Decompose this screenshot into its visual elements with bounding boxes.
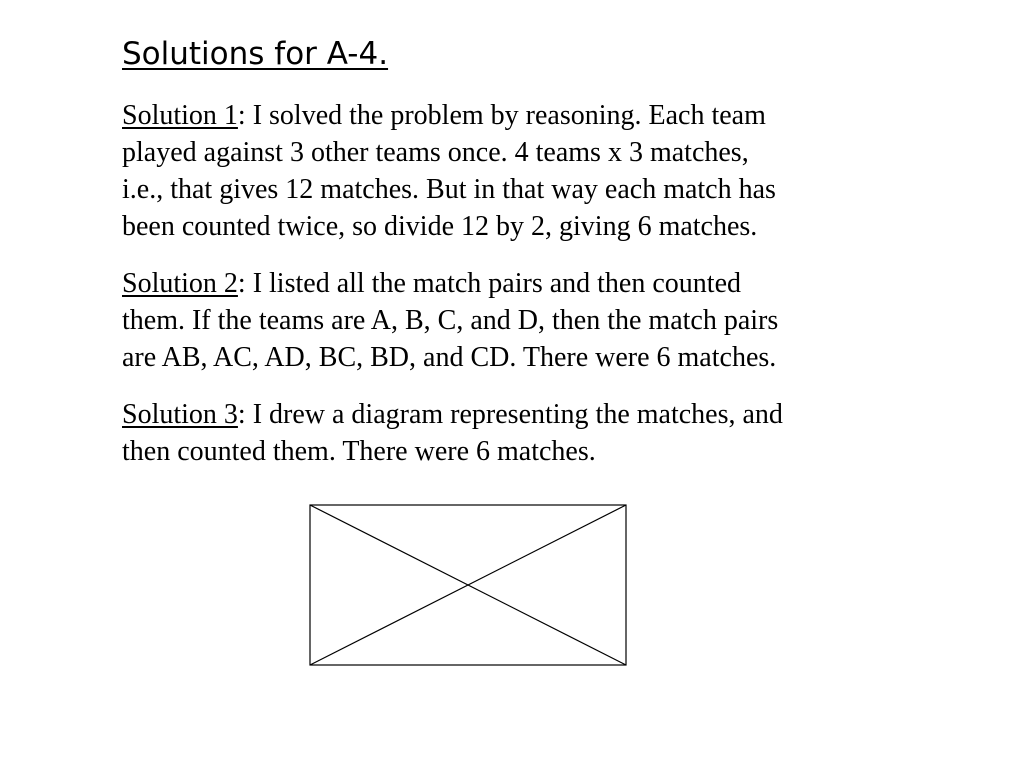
solution-2-line-3: are AB, AC, AD, BC, BD, and CD. There were 6 matches. <box>122 342 777 373</box>
solution-1-line-4: been counted twice, so divide 12 by 2, giving 6 matches. <box>122 211 758 242</box>
solution-3-text-1: : I drew a diagram representing the matches, and <box>237 399 783 430</box>
solution-2-label: Solution 2 <box>122 268 238 299</box>
solution-2-line-2: them. If the teams are A, B, C, and D, then the match pairs <box>122 305 779 336</box>
solution-1-line-1 <box>122 97 776 134</box>
solution-3-line-1 <box>122 396 783 433</box>
solution-2-text-1: : I listed all the match pairs and then counted <box>237 268 741 299</box>
solution-1-line-2: played against 3 other teams once. 4 teams x 3 matches, <box>122 137 749 168</box>
solution-1-paragraph <box>122 97 776 245</box>
match-diagram <box>309 504 627 666</box>
solution-1-label: Solution 1 <box>122 100 238 131</box>
solution-2-line-1 <box>122 265 778 302</box>
solution-1-text-1: : I solved the problem by reasoning. Each team <box>237 100 766 131</box>
solution-1-line-3: i.e., that gives 12 matches. But in that way each match has <box>122 174 776 205</box>
solution-3-line-2: then counted them. There were 6 matches. <box>122 436 596 467</box>
solution-3-paragraph <box>122 396 783 470</box>
slide-title: Solutions for A-4. <box>122 36 389 72</box>
solution-2-paragraph <box>122 265 778 376</box>
solution-3-label: Solution 3 <box>122 399 238 430</box>
